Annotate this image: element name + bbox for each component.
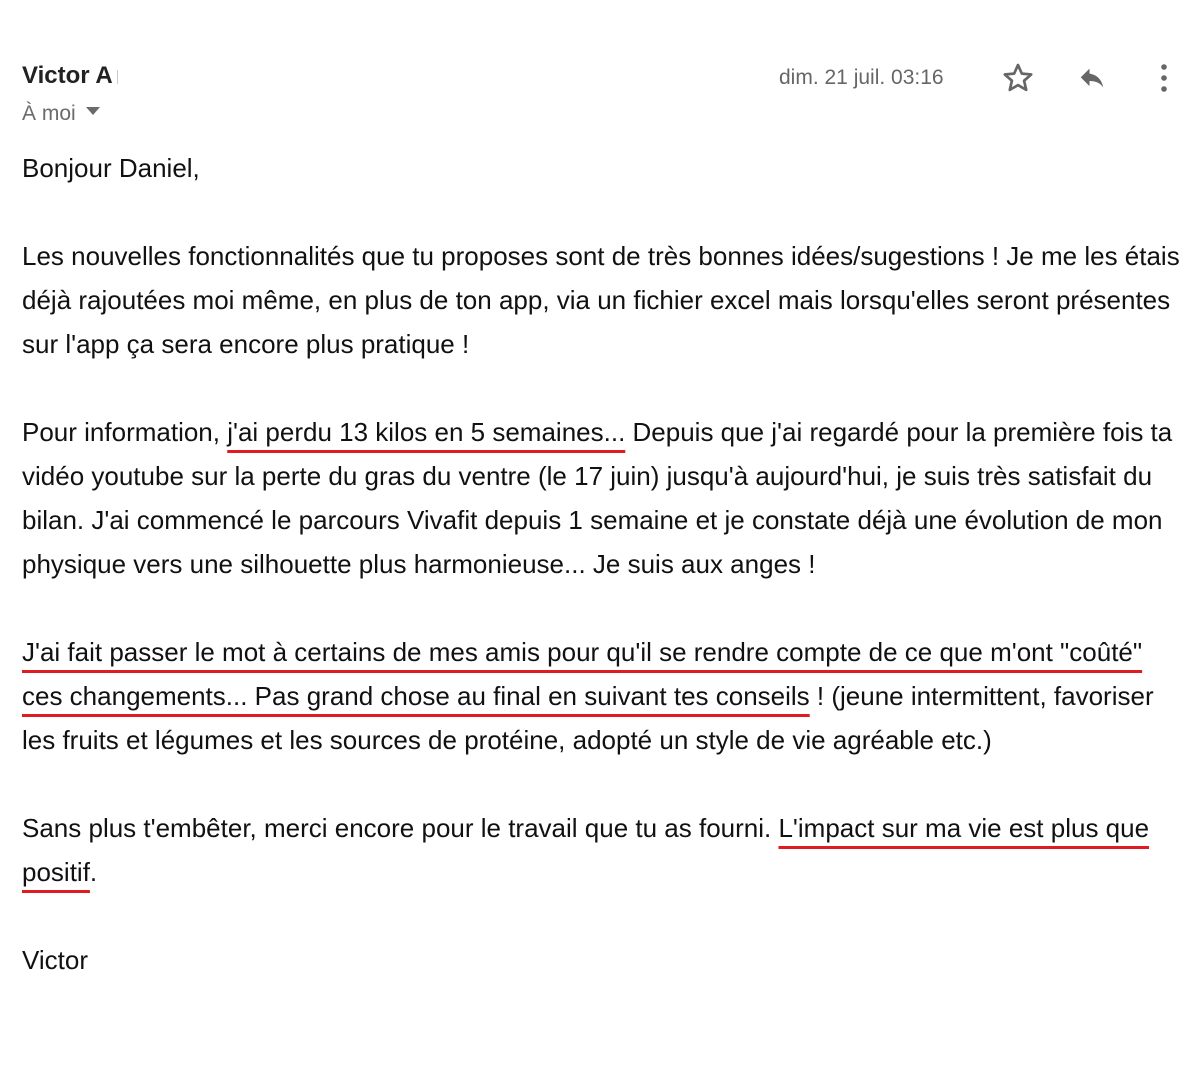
greeting: Bonjour Daniel, bbox=[22, 153, 200, 183]
text-segment: Pour information, bbox=[22, 417, 228, 447]
message-date: dim. 21 juil. 03:16 bbox=[779, 66, 944, 89]
recipient-label: À moi bbox=[22, 102, 76, 125]
more-options-button[interactable] bbox=[1142, 58, 1186, 98]
star-button[interactable] bbox=[996, 58, 1040, 98]
reply-icon bbox=[1075, 63, 1109, 93]
text-segment: Sans plus t'embêter, merci encore pour le travail que tu as fourni. bbox=[22, 813, 779, 843]
highlighted-weight-loss: j'ai perdu 13 kilos en 5 semaines... bbox=[227, 417, 626, 447]
highlighted-impact: L'impact sur ma vie est plus que positif bbox=[22, 813, 1150, 887]
sender-email-truncated bbox=[117, 70, 124, 84]
paragraph-thanks bbox=[22, 806, 1188, 894]
more-vert-icon bbox=[1159, 63, 1169, 93]
text-segment: Depuis que j'ai regardé pour la première fois ta vidéo youtube sur la perte du gras du ventre (le 17 juin) jusqu'à aujourd'hui, je suis très satisfait du bilan. J'ai commencé le parcours Vivafit depuis 1 semaine et je constate déjà une évolution de mon physique vers une silhouette plus harmonieuse... Je suis aux anges ! bbox=[22, 417, 1173, 579]
text-segment: . bbox=[89, 857, 98, 887]
paragraph-results bbox=[22, 410, 1188, 586]
text-segment: ! (jeune intermittent, favoriser les fruits et légumes et les sources de protéine, adopté un style de vie agréable etc.) bbox=[22, 681, 1154, 755]
signature: Victor bbox=[22, 945, 88, 975]
reply-button[interactable] bbox=[1070, 58, 1114, 98]
sender-name-text: Victor A bbox=[22, 62, 113, 89]
recipient-dropdown[interactable] bbox=[22, 102, 100, 126]
email-body bbox=[22, 146, 1188, 982]
paragraph-friends bbox=[22, 630, 1188, 762]
star-icon bbox=[1001, 61, 1035, 95]
sender-name[interactable] bbox=[22, 62, 124, 90]
caret-down-icon bbox=[86, 107, 100, 115]
paragraph-features: Les nouvelles fonctionnalités que tu proposes sont de très bonnes idées/sugestions ! Je me les étais déjà rajoutées moi même, en plus de ton app, via un fichier excel mais lorsqu'elles seront présentes sur l'app ça sera encore plus pratique ! bbox=[22, 241, 1180, 359]
email-header bbox=[22, 58, 1180, 138]
highlighted-friends: J'ai fait passer le mot à certains de mes amis pour qu'il se rendre compte de ce que m'ont "coûté" ces changements... Pas grand chose au final en suivant tes conseils bbox=[22, 637, 1143, 711]
